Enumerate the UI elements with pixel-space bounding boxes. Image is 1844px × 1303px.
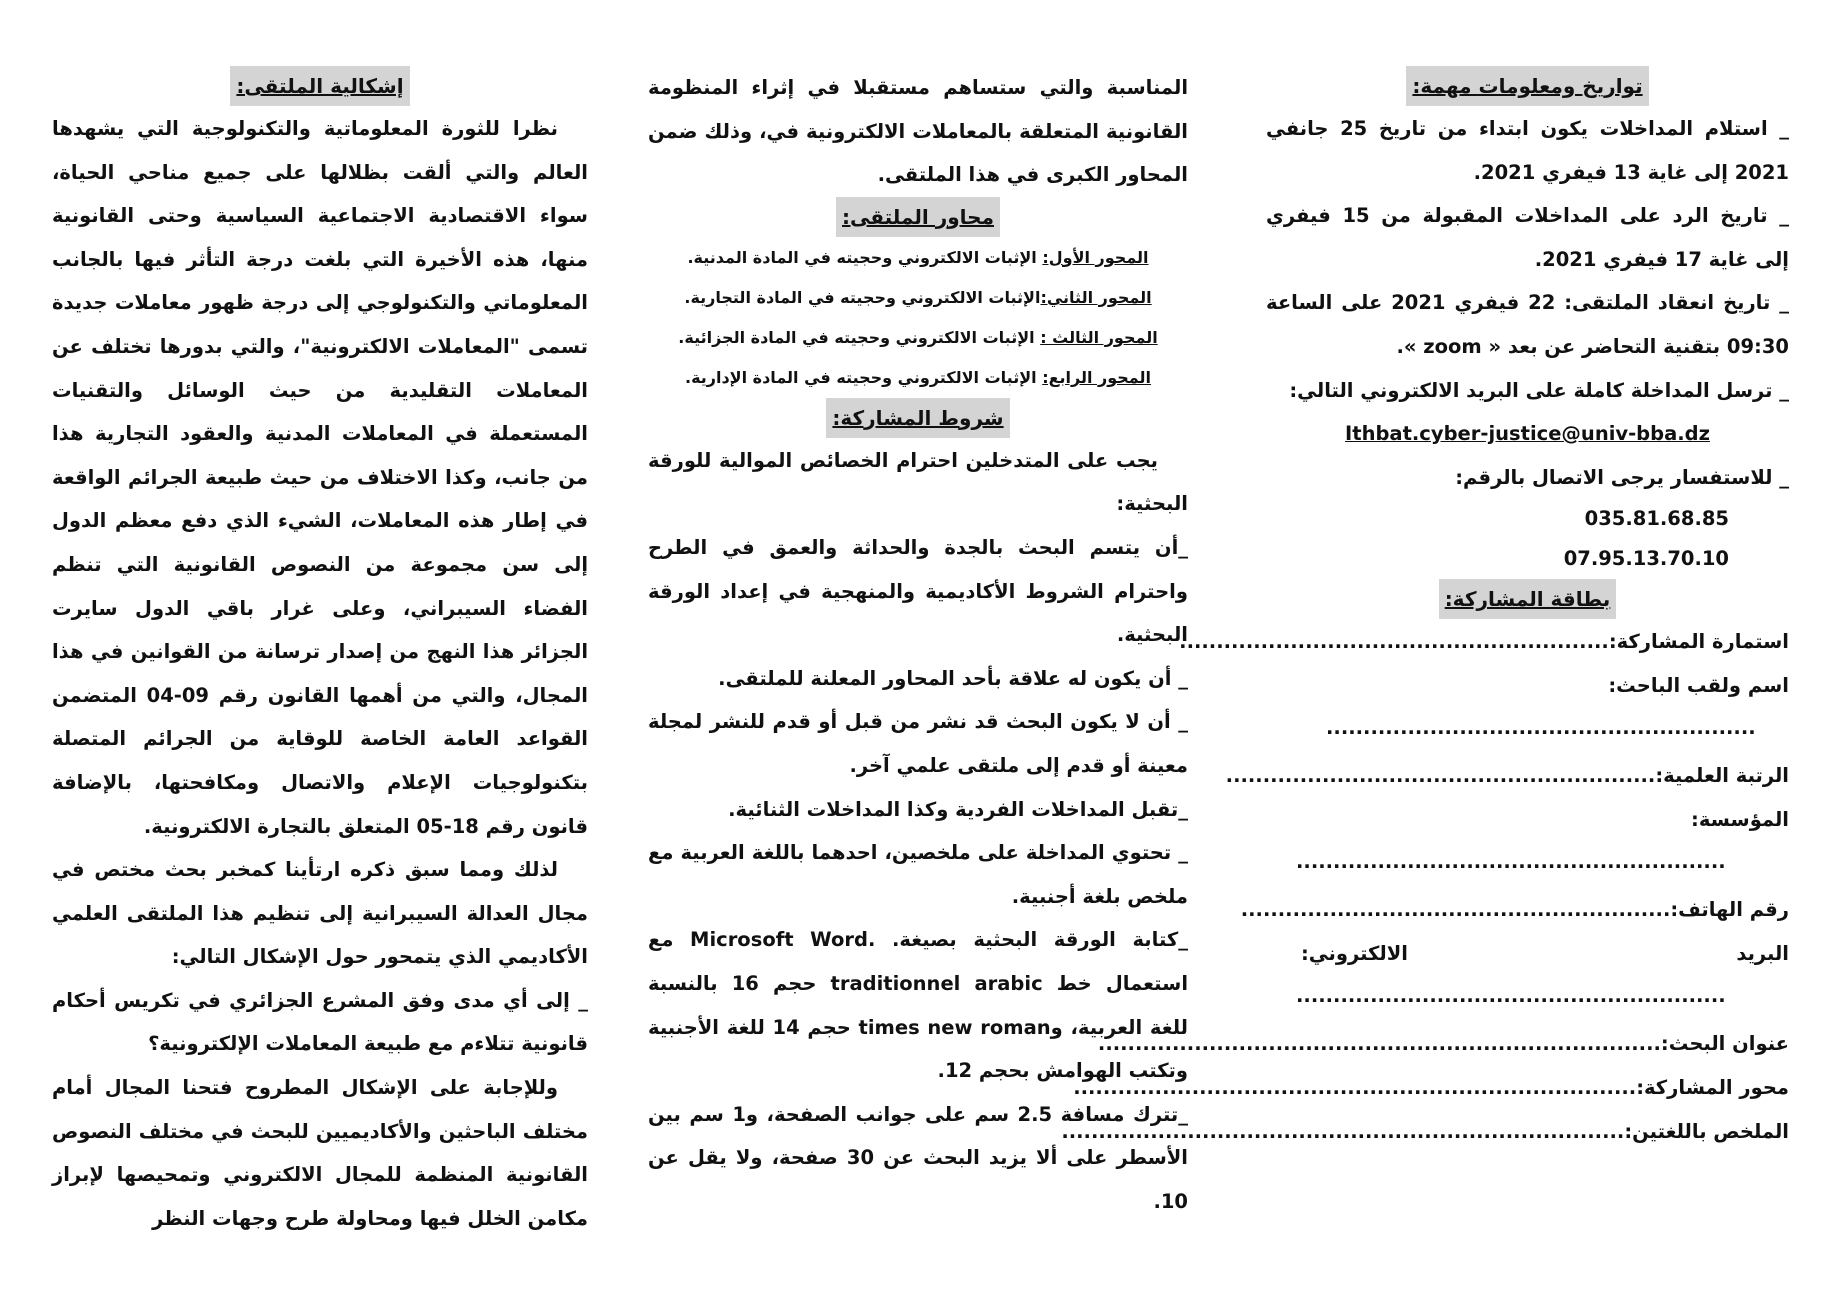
dates-heading: تواريخ ومعلومات مهمة: [1406,66,1648,106]
axis-label-4: المحور الرابع: [1042,367,1152,387]
axis-text-3: الإثبات الالكتروني وحجيته في المادة الجزائية. [678,327,1041,347]
form-label-rank: الرتبة العلمية: [1655,764,1789,788]
condition-item-3: _ أن لا يكون البحث قد نشر من قبل أو قدم للنشر لمجلة معينة أو قدم إلى ملتقى علمي آخر. [648,710,1188,777]
form-field-research-title[interactable]: ............................................................................ [1097,1032,1661,1056]
problematic-column [52,66,588,1240]
condition-item-5: _ تحتوي المداخلة على ملخصين، احدهما باللغة العربية مع ملخص بلغة أجنبية. [648,841,1188,908]
intro-paragraph: المناسبة والتي ستساهم مستقبلا في إثراء المنظومة القانونية المتعلقة بالمعاملات الالكترونية في، وذلك ضمن المحاور الكبرى في هذا الملتقى. [648,76,1188,187]
date-item-send-email: _ ترسل المداخلة كاملة على البريد الالكتروني التالي: [1289,378,1789,402]
condition-item-4: _تقبل المداخلات الفردية وكذا المداخلات الثنائية. [728,797,1188,821]
axis-text-1: الإثبات الالكتروني وحجيته في المادة المدنية. [687,247,1043,267]
axes-conditions-column [648,66,1188,1223]
form-label-name: اسم ولقب الباحث: [1608,674,1789,698]
participation-card-heading: بطاقة المشاركة: [1439,579,1617,619]
problematic-paragraph-2: لذلك ومما سبق ذكره ارتأينا كمخبر بحث مختص في مجال العدالة السيبرانية إلى تنظيم هذا الملتقى العلمي الأكاديمي الذي يتمحور حول الإشكال التالي: [52,858,588,969]
form-field-institution[interactable]: .......................................................... [1296,850,1726,874]
axis-item-1 [648,238,1188,278]
form-row-participation [1179,620,1789,664]
condition-item-6: _كتابة الورقة البحثية بصيغة. .Microsoft Word مع استعمال خط traditionnel arabic حجم 16 بالنسبة للغة العربية، وtimes new roman حجم 14 للغة الأجنبية وتكتب الهوامش بحجم 12. [648,928,1189,1083]
form-row-rank [1225,754,1789,798]
form-label-email-2: الالكتروني: [1301,942,1408,966]
axes-heading: محاور الملتقى: [836,197,1000,237]
axis-item-3 [648,318,1188,358]
axis-item-4 [648,358,1188,398]
form-field-summary[interactable]: ............................................................................ [1061,1120,1625,1144]
form-label-phone: رقم الهاتف: [1670,898,1789,922]
form-label-participation: استمارة المشاركة: [1608,630,1789,654]
form-row-axis [1073,1066,1789,1110]
condition-item-7: _تترك مسافة 2.5 سم على جوانب الصفحة، و1 سم بين الأسطر على ألا يزيد البحث عن 30 صفحة، ولا يقل عن 10. [648,1102,1188,1213]
form-label-research-title: عنوان البحث: [1660,1032,1789,1056]
axis-label-2: المحور الثاني: [1040,287,1152,307]
problematic-question: _ إلى أي مدى وفق المشرع الجزائري في تكريس أحكام قانونية تتلاءم مع طبيعة المعاملات الإلكترونية؟ [52,988,588,1056]
problematic-paragraph-1: نظرا للثورة المعلوماتية والتكنولوجية التي يشهدها العالم والتي ألقت بظلالها على جميع مناحي الحياة، سواء الاقتصادية الاجتماعية السياسية وحتى القانونية منها، هذه الأخيرة التي بلغت درجة التأثر فيها بالجانب المعلوماتي والتكنولوجي إلى درجة ظهور معاملات جديدة تسمى "المعاملات الالكترونية"، والتي بدورها تختلف عن المعاملات التقليدية من حيث الوسائل والتقنيات المستعملة في المعاملات المدنية والعقود التجارية هذا من جانب، وكذا الاختلاف من حيث طبيعة الجرائم الواقعة في إطار هذه المعاملات، الشيء الذي دفع معظم الدول إلى سن مجموعة من النصوص القانونية التي تنظم الفضاء السيبراني، وعلى غرار باقي الدول سايرت الجزائر هذا النهج من إصدار ترسانة من القوانين في هذا المجال، والتي من أهمها القانون رقم 09-04 المتضمن القواعد العامة الخاصة للوقاية من الجرائم المتصلة بتكنولوجيات الإعلام والاتصال ومكافحتها، بالإضافة قانون رقم 18-05 المتعلق بالتجارة الالكترونية. [52,117,588,838]
form-row-email [1266,932,1789,976]
form-field-name[interactable]: .......................................................... [1326,716,1756,740]
form-row-summary [1061,1110,1789,1154]
form-label-summary: الملخص باللغتين: [1624,1120,1789,1144]
conditions-heading: شروط المشاركة: [826,398,1009,438]
form-label-institution: المؤسسة: [1691,808,1789,832]
axis-text-4: الإثبات الالكتروني وحجيته في المادة الإدارية. [684,367,1043,387]
form-field-rank[interactable]: .......................................................... [1225,764,1656,788]
axis-label-1: المحور الأول: [1042,247,1149,267]
problematic-paragraph-3: وللإجابة على الإشكال المطروح فتحنا المجال أمام مختلف الباحثين والأكاديميين للبحث في مختلف النصوص القانونية المنظمة للمجال الالكتروني وتمحيصها لإبراز مكامن الخلل فيها ومحاولة طرح وجهات النظر [52,1076,588,1230]
date-item-response: _ تاريخ الرد على المداخلات المقبولة من 15 فيفري إلى غاية 17 فيفري 2021. [1266,204,1789,271]
phone-number-1: 035.81.68.85 [1584,507,1729,531]
phone-number-2: 07.95.13.70.10 [1563,547,1729,571]
axis-text-2: الإثبات الالكتروني وحجيته في المادة التجارية. [684,287,1041,307]
contact-email-link[interactable]: Ithbat.cyber-justice@univ-bba.dz [1345,422,1710,446]
form-row-phone [1240,888,1789,932]
date-item-submission: _ استلام المداخلات يكون ابتداء من تاريخ 25 جانفي 2021 إلى غاية 13 فيفري 2021. [1266,117,1790,184]
axis-item-2 [648,278,1188,318]
form-field-participation[interactable]: .......................................................... [1179,630,1609,654]
condition-item-2: _ أن يكون له علاقة بأحد المحاور المعلنة للملتقى. [718,666,1188,690]
form-label-email-1: البريد [1736,942,1789,966]
form-label-axis: محور المشاركة: [1636,1076,1789,1100]
axis-label-3: المحور الثالث : [1040,327,1158,347]
conditions-intro: يجب على المتدخلين احترام الخصائص الموالية للورقة البحثية: [648,448,1188,516]
contact-label: _ للاستفسار يرجى الاتصال بالرقم: [1455,465,1789,489]
date-item-conference: _ تاريخ انعقاد الملتقى: 22 فيفري 2021 على الساعة 09:30 بتقنية التحاضر عن بعد « zoom ». [1266,291,1790,358]
problematic-heading: إشكالية الملتقى: [230,66,409,106]
form-row-name [1266,664,1789,708]
form-row-title [1097,1022,1789,1066]
condition-item-1: _أن يتسم البحث بالجدة والحداثة والعمق في الطرح واحترام الشروط الأكاديمية والمنهجية في إعداد الورقة البحثية. [648,535,1188,647]
form-field-phone[interactable]: .......................................................... [1240,898,1671,922]
form-row-institution [1266,798,1789,842]
form-field-axis[interactable]: ............................................................................ [1073,1076,1637,1100]
form-field-email[interactable]: .......................................................... [1296,984,1726,1008]
